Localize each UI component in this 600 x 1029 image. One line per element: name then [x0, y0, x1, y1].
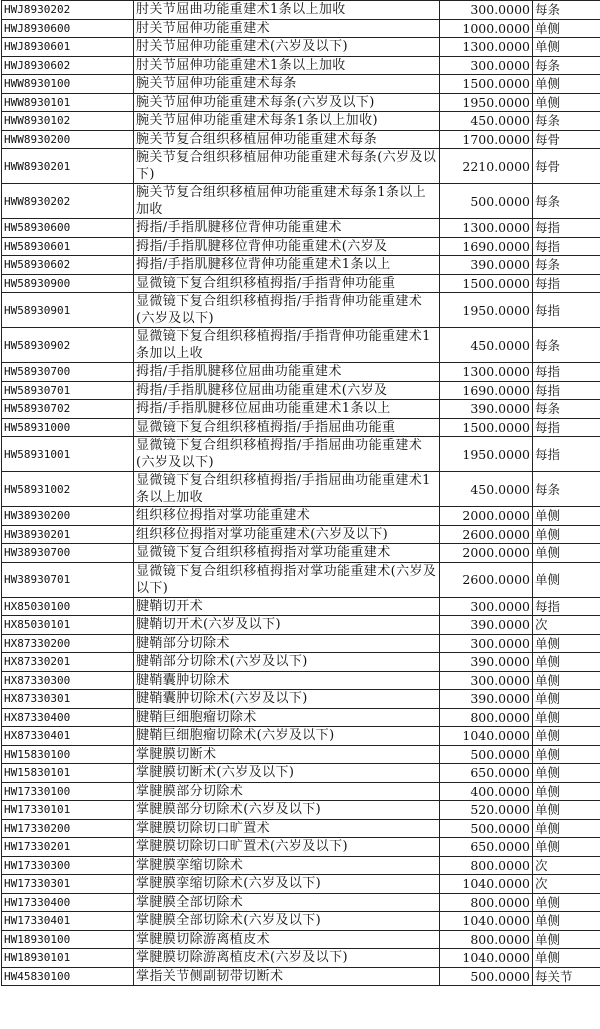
price-cell: 300.0000 — [440, 1, 533, 20]
price-cell: 1950.0000 — [440, 437, 533, 472]
procedure-name-cell: 腕关节屈伸功能重建术每条1条以上加收) — [134, 112, 440, 131]
procedure-name-cell: 显微镜下复合组织移植拇指对掌功能重建术(六岁及以下) — [134, 562, 440, 597]
procedure-name-cell: 显微镜下复合组织移植拇指/手指背伸功能重建术1条加以上收 — [134, 328, 440, 363]
price-cell: 300.0000 — [440, 634, 533, 653]
code-cell: HX87330200 — [2, 634, 134, 653]
table-row — [2, 893, 600, 912]
unit-cell: 次 — [533, 875, 600, 894]
table-row — [2, 875, 600, 894]
table-row — [2, 745, 600, 764]
table-row — [2, 328, 600, 363]
price-cell: 1500.0000 — [440, 75, 533, 94]
unit-cell: 每条 — [533, 400, 600, 419]
unit-cell: 单侧 — [533, 727, 600, 746]
procedure-name-cell: 腱鞘囊肿切除术(六岁及以下) — [134, 690, 440, 709]
price-cell: 1040.0000 — [440, 949, 533, 968]
procedure-name-cell: 腱鞘切开术(六岁及以下) — [134, 616, 440, 635]
code-cell: HW58931000 — [2, 418, 134, 437]
table-row — [2, 616, 600, 635]
table-row — [2, 293, 600, 328]
procedure-name-cell: 显微镜下复合组织移植拇指/手指屈曲功能重 — [134, 418, 440, 437]
price-cell: 800.0000 — [440, 930, 533, 949]
table-row — [2, 819, 600, 838]
table-row — [2, 544, 600, 563]
price-cell: 450.0000 — [440, 112, 533, 131]
unit-cell: 单侧 — [533, 93, 600, 112]
table-row — [2, 671, 600, 690]
price-cell: 650.0000 — [440, 764, 533, 783]
unit-cell: 每指 — [533, 363, 600, 382]
procedure-name-cell: 腱鞘部分切除术(六岁及以下) — [134, 653, 440, 672]
price-cell: 2600.0000 — [440, 562, 533, 597]
code-cell: HW18930100 — [2, 930, 134, 949]
procedure-name-cell: 掌腱膜挛缩切除术 — [134, 856, 440, 875]
code-cell: HW58930900 — [2, 274, 134, 293]
procedure-name-cell: 肘关节屈伸功能重建术1条以上加收 — [134, 56, 440, 75]
unit-cell: 单侧 — [533, 562, 600, 597]
price-cell: 1950.0000 — [440, 293, 533, 328]
table-row — [2, 507, 600, 526]
table-row — [2, 93, 600, 112]
price-cell: 1040.0000 — [440, 875, 533, 894]
procedure-name-cell: 腱鞘切开术 — [134, 597, 440, 616]
price-cell: 390.0000 — [440, 653, 533, 672]
code-cell: HW58930600 — [2, 219, 134, 238]
unit-cell: 次 — [533, 616, 600, 635]
price-cell: 800.0000 — [440, 856, 533, 875]
code-cell: HWW8930200 — [2, 130, 134, 149]
table-row — [2, 782, 600, 801]
price-cell: 500.0000 — [440, 184, 533, 219]
procedure-name-cell: 拇指/手指肌腱移位屈曲功能重建术 — [134, 363, 440, 382]
code-cell: HW38930701 — [2, 562, 134, 597]
price-cell: 500.0000 — [440, 745, 533, 764]
unit-cell: 每条 — [533, 472, 600, 507]
unit-cell: 单侧 — [533, 634, 600, 653]
code-cell: HWW8930102 — [2, 112, 134, 131]
table-row — [2, 949, 600, 968]
price-cell: 450.0000 — [440, 328, 533, 363]
unit-cell: 单侧 — [533, 745, 600, 764]
table-row — [2, 912, 600, 931]
table-row — [2, 562, 600, 597]
unit-cell: 单侧 — [533, 764, 600, 783]
table-row — [2, 472, 600, 507]
code-cell: HWW8930101 — [2, 93, 134, 112]
code-cell: HX87330300 — [2, 671, 134, 690]
code-cell: HW38930201 — [2, 525, 134, 544]
unit-cell: 每关节 — [533, 967, 600, 986]
table-row — [2, 274, 600, 293]
code-cell: HX85030101 — [2, 616, 134, 635]
code-cell: HWJ8930202 — [2, 1, 134, 20]
table-row — [2, 634, 600, 653]
procedure-name-cell: 掌腱膜切除游离植皮术 — [134, 930, 440, 949]
price-cell: 300.0000 — [440, 597, 533, 616]
code-cell: HW58931002 — [2, 472, 134, 507]
unit-cell: 每骨 — [533, 130, 600, 149]
unit-cell: 单侧 — [533, 653, 600, 672]
code-cell: HX87330301 — [2, 690, 134, 709]
code-cell: HW58930601 — [2, 237, 134, 256]
price-cell: 1700.0000 — [440, 130, 533, 149]
table-row — [2, 727, 600, 746]
price-cell: 300.0000 — [440, 671, 533, 690]
procedure-name-cell: 腕关节屈伸功能重建术每条(六岁及以下) — [134, 93, 440, 112]
code-cell: HW58930700 — [2, 363, 134, 382]
code-cell: HW17330101 — [2, 801, 134, 820]
price-cell: 2600.0000 — [440, 525, 533, 544]
table-row — [2, 708, 600, 727]
procedure-name-cell: 拇指/手指肌腱移位背伸功能重建术 — [134, 219, 440, 238]
price-cell: 1040.0000 — [440, 912, 533, 931]
table-row — [2, 437, 600, 472]
fee-table-body — [2, 1, 600, 986]
fee-table — [1, 0, 600, 986]
code-cell: HX87330401 — [2, 727, 134, 746]
price-cell: 520.0000 — [440, 801, 533, 820]
price-cell: 1040.0000 — [440, 727, 533, 746]
unit-cell: 单侧 — [533, 801, 600, 820]
table-row — [2, 525, 600, 544]
code-cell: HW15830101 — [2, 764, 134, 783]
procedure-name-cell: 显微镜下复合组织移植拇指/手指屈曲功能重建术(六岁及以下) — [134, 437, 440, 472]
table-row — [2, 597, 600, 616]
price-cell: 390.0000 — [440, 690, 533, 709]
price-cell: 1300.0000 — [440, 219, 533, 238]
table-row — [2, 237, 600, 256]
unit-cell: 单侧 — [533, 819, 600, 838]
price-cell: 1500.0000 — [440, 418, 533, 437]
unit-cell: 单侧 — [533, 75, 600, 94]
table-row — [2, 838, 600, 857]
procedure-name-cell: 掌腱膜挛缩切除术(六岁及以下) — [134, 875, 440, 894]
price-cell: 800.0000 — [440, 893, 533, 912]
price-cell: 1300.0000 — [440, 38, 533, 57]
unit-cell: 每指 — [533, 418, 600, 437]
procedure-name-cell: 掌腱膜全部切除术(六岁及以下) — [134, 912, 440, 931]
code-cell: HW58930701 — [2, 381, 134, 400]
code-cell: HWW8930100 — [2, 75, 134, 94]
table-row — [2, 112, 600, 131]
unit-cell: 每指 — [533, 274, 600, 293]
procedure-name-cell: 掌腱膜部分切除术 — [134, 782, 440, 801]
unit-cell: 单侧 — [533, 38, 600, 57]
price-cell: 1000.0000 — [440, 19, 533, 38]
code-cell: HW58930602 — [2, 256, 134, 275]
price-cell: 2210.0000 — [440, 149, 533, 184]
price-cell: 400.0000 — [440, 782, 533, 801]
table-row — [2, 856, 600, 875]
procedure-name-cell: 掌腱膜切除游离植皮术(六岁及以下) — [134, 949, 440, 968]
procedure-name-cell: 腕关节复合组织移植屈伸功能重建术每条 — [134, 130, 440, 149]
price-cell: 1300.0000 — [440, 363, 533, 382]
table-row — [2, 653, 600, 672]
price-cell: 1690.0000 — [440, 237, 533, 256]
table-row — [2, 801, 600, 820]
price-cell: 390.0000 — [440, 400, 533, 419]
unit-cell: 每骨 — [533, 149, 600, 184]
table-row — [2, 38, 600, 57]
procedure-name-cell: 腱鞘囊肿切除术 — [134, 671, 440, 690]
code-cell: HW18930101 — [2, 949, 134, 968]
procedure-name-cell: 显微镜下复合组织移植拇指/手指屈曲功能重建术1条以上加收 — [134, 472, 440, 507]
code-cell: HW17330401 — [2, 912, 134, 931]
code-cell: HW17330400 — [2, 893, 134, 912]
unit-cell: 单侧 — [533, 782, 600, 801]
price-cell: 650.0000 — [440, 838, 533, 857]
procedure-name-cell: 掌腱膜全部切除术 — [134, 893, 440, 912]
table-row — [2, 381, 600, 400]
procedure-name-cell: 掌腱膜切断术 — [134, 745, 440, 764]
procedure-name-cell: 显微镜下复合组织移植拇指/手指背伸功能重 — [134, 274, 440, 293]
unit-cell: 每指 — [533, 219, 600, 238]
procedure-name-cell: 拇指/手指肌腱移位背伸功能重建术(六岁及 — [134, 237, 440, 256]
unit-cell: 单侧 — [533, 671, 600, 690]
procedure-name-cell: 腕关节屈伸功能重建术每条 — [134, 75, 440, 94]
procedure-name-cell: 肘关节屈曲功能重建术1条以上加收 — [134, 1, 440, 20]
table-row — [2, 184, 600, 219]
code-cell: HW45830100 — [2, 967, 134, 986]
code-cell: HW17330300 — [2, 856, 134, 875]
table-row — [2, 19, 600, 38]
code-cell: HX85030100 — [2, 597, 134, 616]
unit-cell: 单侧 — [533, 525, 600, 544]
code-cell: HW58930702 — [2, 400, 134, 419]
code-cell: HW17330200 — [2, 819, 134, 838]
unit-cell: 每指 — [533, 381, 600, 400]
procedure-name-cell: 掌腱膜切除切口旷置术 — [134, 819, 440, 838]
code-cell: HX87330400 — [2, 708, 134, 727]
table-row — [2, 764, 600, 783]
price-cell: 390.0000 — [440, 616, 533, 635]
table-row — [2, 149, 600, 184]
unit-cell: 每条 — [533, 112, 600, 131]
procedure-name-cell: 拇指/手指肌腱移位屈曲功能重建术1条以上 — [134, 400, 440, 419]
price-cell: 500.0000 — [440, 819, 533, 838]
price-cell: 1500.0000 — [440, 274, 533, 293]
procedure-name-cell: 拇指/手指肌腱移位屈曲功能重建术(六岁及 — [134, 381, 440, 400]
code-cell: HW58930902 — [2, 328, 134, 363]
unit-cell: 每指 — [533, 597, 600, 616]
unit-cell: 每指 — [533, 237, 600, 256]
procedure-name-cell: 组织移位拇指对掌功能重建术(六岁及以下) — [134, 525, 440, 544]
price-cell: 450.0000 — [440, 472, 533, 507]
procedure-name-cell: 腱鞘部分切除术 — [134, 634, 440, 653]
table-row — [2, 56, 600, 75]
code-cell: HWJ8930601 — [2, 38, 134, 57]
procedure-name-cell: 掌指关节侧副韧带切断术 — [134, 967, 440, 986]
table-row — [2, 363, 600, 382]
procedure-name-cell: 掌腱膜切断术(六岁及以下) — [134, 764, 440, 783]
procedure-name-cell: 肘关节屈伸功能重建术(六岁及以下) — [134, 38, 440, 57]
unit-cell: 单侧 — [533, 930, 600, 949]
price-cell: 1690.0000 — [440, 381, 533, 400]
price-cell: 500.0000 — [440, 967, 533, 986]
price-cell: 1950.0000 — [440, 93, 533, 112]
code-cell: HWW8930201 — [2, 149, 134, 184]
unit-cell: 单侧 — [533, 708, 600, 727]
price-cell: 2000.0000 — [440, 507, 533, 526]
code-cell: HW38930700 — [2, 544, 134, 563]
table-row — [2, 219, 600, 238]
unit-cell: 单侧 — [533, 507, 600, 526]
price-cell: 390.0000 — [440, 256, 533, 275]
code-cell: HWW8930202 — [2, 184, 134, 219]
unit-cell: 单侧 — [533, 690, 600, 709]
unit-cell: 每指 — [533, 293, 600, 328]
table-row — [2, 400, 600, 419]
unit-cell: 每条 — [533, 56, 600, 75]
table-row — [2, 418, 600, 437]
code-cell: HW15830100 — [2, 745, 134, 764]
procedure-name-cell: 腱鞘巨细胞瘤切除术(六岁及以下) — [134, 727, 440, 746]
procedure-name-cell: 掌腱膜部分切除术(六岁及以下) — [134, 801, 440, 820]
procedure-name-cell: 掌腱膜切除切口旷置术(六岁及以下) — [134, 838, 440, 857]
unit-cell: 单侧 — [533, 19, 600, 38]
unit-cell: 单侧 — [533, 838, 600, 857]
table-row — [2, 690, 600, 709]
procedure-name-cell: 显微镜下复合组织移植拇指对掌功能重建术 — [134, 544, 440, 563]
procedure-name-cell: 腕关节复合组织移植屈伸功能重建术每条(六岁及以下) — [134, 149, 440, 184]
unit-cell: 次 — [533, 856, 600, 875]
procedure-name-cell: 显微镜下复合组织移植拇指/手指背伸功能重建术(六岁及以下) — [134, 293, 440, 328]
procedure-name-cell: 拇指/手指肌腱移位背伸功能重建术1条以上 — [134, 256, 440, 275]
procedure-name-cell: 腕关节复合组织移植屈伸功能重建术每条1条以上加收 — [134, 184, 440, 219]
code-cell: HWJ8930602 — [2, 56, 134, 75]
code-cell: HW38930200 — [2, 507, 134, 526]
price-cell: 2000.0000 — [440, 544, 533, 563]
table-row — [2, 75, 600, 94]
price-cell: 300.0000 — [440, 56, 533, 75]
unit-cell: 每条 — [533, 328, 600, 363]
code-cell: HX87330201 — [2, 653, 134, 672]
unit-cell: 单侧 — [533, 949, 600, 968]
unit-cell: 每条 — [533, 256, 600, 275]
unit-cell: 每条 — [533, 1, 600, 20]
price-cell: 800.0000 — [440, 708, 533, 727]
procedure-name-cell: 肘关节屈伸功能重建术 — [134, 19, 440, 38]
code-cell: HW17330100 — [2, 782, 134, 801]
unit-cell: 每指 — [533, 437, 600, 472]
unit-cell: 每条 — [533, 184, 600, 219]
code-cell: HWJ8930600 — [2, 19, 134, 38]
unit-cell: 单侧 — [533, 912, 600, 931]
table-row — [2, 130, 600, 149]
code-cell: HW17330301 — [2, 875, 134, 894]
table-row — [2, 930, 600, 949]
procedure-name-cell: 组织移位拇指对掌功能重建术 — [134, 507, 440, 526]
table-row — [2, 256, 600, 275]
procedure-name-cell: 腱鞘巨细胞瘤切除术 — [134, 708, 440, 727]
code-cell: HW58931001 — [2, 437, 134, 472]
unit-cell: 单侧 — [533, 893, 600, 912]
table-row — [2, 967, 600, 986]
code-cell: HW17330201 — [2, 838, 134, 857]
unit-cell: 单侧 — [533, 544, 600, 563]
code-cell: HW58930901 — [2, 293, 134, 328]
table-row — [2, 1, 600, 20]
